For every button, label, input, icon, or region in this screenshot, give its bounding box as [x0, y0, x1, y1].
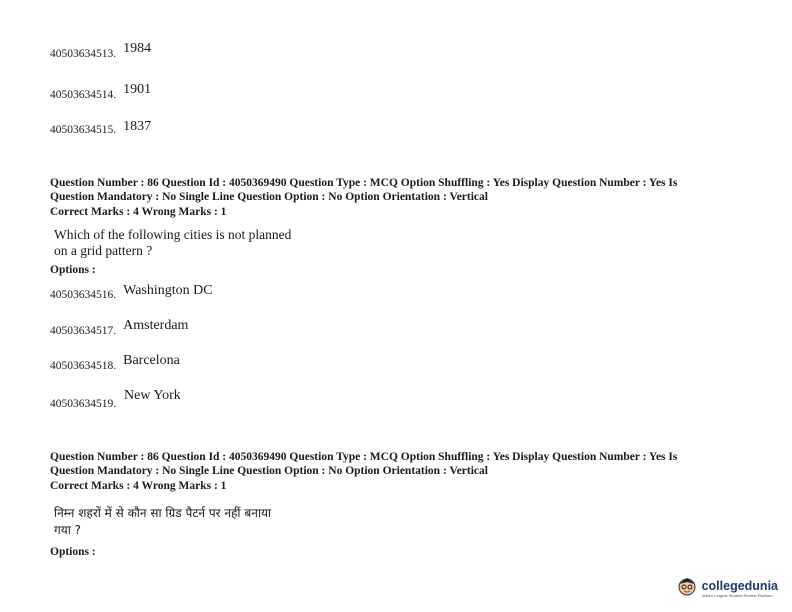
question-meta-line2: Question Mandatory : No Single Line Question Option : No Option Orientation : Vertical [50, 465, 488, 477]
option-id: 40503634517. [50, 325, 117, 337]
question-meta [50, 176, 750, 204]
option-id: 40503634513. [50, 48, 117, 60]
question-text [54, 505, 271, 539]
option-text: 1984 [123, 41, 152, 56]
option-row [50, 351, 180, 372]
option-row [50, 41, 152, 62]
question-meta [50, 450, 750, 478]
option-id: 40503634515. [50, 124, 117, 136]
option-text: 1901 [123, 82, 152, 97]
option-text: Washington DC [123, 283, 213, 298]
question-text-line1: Which of the following cities is not planned [54, 227, 292, 242]
question-meta-line1: Question Number : 86 Question Id : 4050369490 Question Type : MCQ Option Shuffling : Yes Display Question Number : Yes Is [50, 177, 678, 189]
option-text: Barcelona [123, 353, 180, 368]
marks-label: Correct Marks : 4 Wrong Marks : 1 [50, 480, 227, 492]
student-mascot-icon [676, 575, 698, 602]
collegedunia-logo [676, 575, 778, 602]
option-row [50, 281, 213, 299]
options-label: Options : [50, 546, 96, 558]
question-text-line2: on a grid pattern ? [54, 243, 153, 258]
option-id: 40503634514. [50, 89, 117, 101]
question-text-line1: निम्न शहरों में से कौन सा ग्रिड पैटर्न पर नहीं बनाया [54, 506, 272, 520]
option-text: 1837 [123, 119, 152, 134]
option-row [50, 82, 152, 103]
option-row [50, 316, 189, 337]
logo-name: collegedunia [701, 579, 778, 593]
option-id: 40503634518. [50, 360, 117, 372]
logo-tagline: India's Largest Student Review Platform [701, 593, 773, 598]
question-text [54, 227, 291, 259]
options-label: Options : [50, 264, 96, 276]
option-id: 40503634519. [50, 398, 117, 410]
question-meta-line1: Question Number : 86 Question Id : 4050369490 Question Type : MCQ Option Shuffling : Yes Display Question Number : Yes Is [50, 451, 678, 463]
option-id: 40503634516. [50, 289, 117, 301]
option-text: New York [124, 388, 181, 403]
question-text-line2: गया ? [54, 523, 82, 537]
marks-label: Correct Marks : 4 Wrong Marks : 1 [50, 206, 227, 218]
question-meta-line2: Question Mandatory : No Single Line Question Option : No Option Orientation : Vertical [50, 191, 488, 203]
option-text: Amsterdam [123, 318, 189, 333]
option-row [50, 120, 151, 138]
